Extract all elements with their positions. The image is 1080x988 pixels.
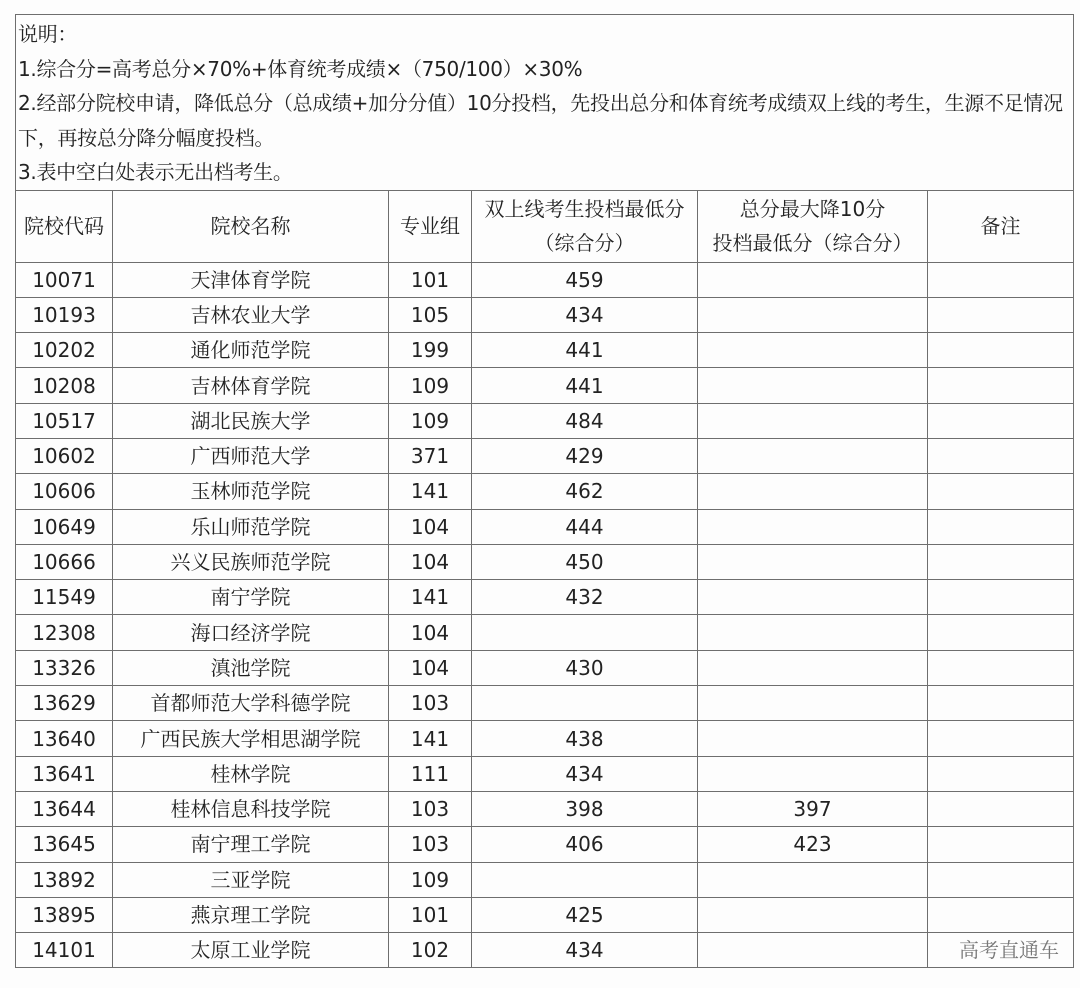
remark-cell [928, 650, 1074, 685]
dual-line-score-cell: 484 [472, 403, 698, 438]
dual-line-score-cell: 406 [472, 827, 698, 862]
major-group-cell: 111 [389, 756, 472, 791]
notes-title: 说明： [18, 22, 78, 46]
note-line-3: 3.表中空白处表示无出档考生。 [18, 160, 293, 184]
remark-cell [928, 686, 1074, 721]
table-row [16, 862, 1074, 897]
school-code-cell: 10649 [16, 509, 113, 544]
dual-line-score-cell [472, 862, 698, 897]
school-code-cell: 14101 [16, 933, 113, 968]
remark-cell [928, 262, 1074, 297]
reduced-score-cell [698, 474, 928, 509]
school-name-cell: 三亚学院 [113, 862, 389, 897]
major-group-cell: 101 [389, 897, 472, 932]
major-group-cell: 109 [389, 862, 472, 897]
table-row [16, 756, 1074, 791]
reduced-score-cell [698, 509, 928, 544]
school-name-cell: 吉林农业大学 [113, 297, 389, 332]
school-code-cell: 10193 [16, 297, 113, 332]
school-code-cell: 10666 [16, 544, 113, 579]
dual-line-score-cell: 438 [472, 721, 698, 756]
watermark-text: 高考直通车 [928, 933, 1074, 968]
school-name-cell: 桂林学院 [113, 756, 389, 791]
school-code-cell: 13644 [16, 791, 113, 826]
school-code-cell: 13640 [16, 721, 113, 756]
admission-score-table [15, 14, 1074, 968]
major-group-cell: 101 [389, 262, 472, 297]
reduced-score-cell [698, 897, 928, 932]
note-line-2: 2.经部分院校申请，降低总分（总成绩+加分分值）10分投档，先投出总分和体育统考成绩双上线的考生，生源不足情况下，再按总分降分幅度投档。 [18, 91, 1063, 150]
reduced-score-cell [698, 615, 928, 650]
header-reduced-min-score [698, 190, 928, 262]
notes-cell [16, 15, 1074, 191]
reduced-score-cell [698, 438, 928, 473]
remark-cell [928, 791, 1074, 826]
school-name-cell: 太原工业学院 [113, 933, 389, 968]
table-row [16, 544, 1074, 579]
remark-cell [928, 509, 1074, 544]
school-name-cell: 广西师范大学 [113, 438, 389, 473]
school-code-cell: 10602 [16, 438, 113, 473]
dual-line-score-cell: 429 [472, 438, 698, 473]
school-name-cell: 通化师范学院 [113, 333, 389, 368]
table-row [16, 827, 1074, 862]
remark-cell [928, 438, 1074, 473]
major-group-cell: 141 [389, 474, 472, 509]
reduced-score-cell [698, 933, 928, 968]
reduced-score-cell [698, 756, 928, 791]
reduced-score-cell [698, 262, 928, 297]
school-name-cell: 南宁学院 [113, 580, 389, 615]
major-group-cell: 141 [389, 721, 472, 756]
reduced-score-cell [698, 862, 928, 897]
reduced-score-cell [698, 580, 928, 615]
remark-cell [928, 827, 1074, 862]
dual-line-score-cell: 434 [472, 297, 698, 332]
remark-cell [928, 544, 1074, 579]
table-row [16, 686, 1074, 721]
reduced-score-cell [698, 368, 928, 403]
school-name-cell: 海口经济学院 [113, 615, 389, 650]
major-group-cell: 371 [389, 438, 472, 473]
school-code-cell: 10208 [16, 368, 113, 403]
school-code-cell: 13645 [16, 827, 113, 862]
table-row [16, 333, 1074, 368]
reduced-score-cell [698, 544, 928, 579]
school-code-cell: 13641 [16, 756, 113, 791]
reduced-score-cell [698, 333, 928, 368]
school-name-cell: 玉林师范学院 [113, 474, 389, 509]
dual-line-score-cell: 459 [472, 262, 698, 297]
major-group-cell: 104 [389, 544, 472, 579]
school-name-cell: 燕京理工学院 [113, 897, 389, 932]
dual-line-score-cell: 425 [472, 897, 698, 932]
table-row [16, 791, 1074, 826]
school-name-cell: 南宁理工学院 [113, 827, 389, 862]
major-group-cell: 109 [389, 368, 472, 403]
major-group-cell: 102 [389, 933, 472, 968]
dual-line-score-cell: 441 [472, 368, 698, 403]
major-group-cell: 104 [389, 615, 472, 650]
reduced-score-cell: 397 [698, 791, 928, 826]
reduced-score-cell [698, 403, 928, 438]
table-row [16, 650, 1074, 685]
reduced-score-cell: 423 [698, 827, 928, 862]
dual-line-score-cell: 430 [472, 650, 698, 685]
table-row [16, 474, 1074, 509]
school-code-cell: 10606 [16, 474, 113, 509]
table-row [16, 615, 1074, 650]
school-code-cell: 13326 [16, 650, 113, 685]
note-line-1: 1.综合分=高考总分×70%+体育统考成绩×（750/100）×30% [18, 56, 583, 81]
school-name-cell: 广西民族大学相思湖学院 [113, 721, 389, 756]
table-row [16, 403, 1074, 438]
remark-cell [928, 368, 1074, 403]
school-name-cell: 吉林体育学院 [113, 368, 389, 403]
header-remark: 备注 [928, 190, 1074, 262]
dual-line-score-cell: 434 [472, 756, 698, 791]
dual-line-score-cell: 398 [472, 791, 698, 826]
remark-cell [928, 474, 1074, 509]
reduced-score-cell [698, 650, 928, 685]
remark-cell [928, 333, 1074, 368]
dual-line-score-cell: 441 [472, 333, 698, 368]
school-name-cell: 湖北民族大学 [113, 403, 389, 438]
major-group-cell: 105 [389, 297, 472, 332]
school-name-cell: 兴义民族师范学院 [113, 544, 389, 579]
remark-cell [928, 297, 1074, 332]
table-row [16, 509, 1074, 544]
reduced-score-cell [698, 297, 928, 332]
school-code-cell: 10202 [16, 333, 113, 368]
school-name-cell: 桂林信息科技学院 [113, 791, 389, 826]
school-code-cell: 10517 [16, 403, 113, 438]
school-name-cell: 天津体育学院 [113, 262, 389, 297]
table-row [16, 262, 1074, 297]
header-reduced-text-2: 投档最低分（综合分） [712, 230, 913, 255]
header-school-name: 院校名称 [113, 190, 389, 262]
remark-cell [928, 756, 1074, 791]
dual-line-score-cell [472, 615, 698, 650]
major-group-cell: 141 [389, 580, 472, 615]
reduced-score-cell [698, 686, 928, 721]
table-row [16, 297, 1074, 332]
header-dual-line-text-1: 双上线考生投档最低分 [484, 196, 685, 221]
school-code-cell: 11549 [16, 580, 113, 615]
table-row [16, 438, 1074, 473]
remark-cell [928, 897, 1074, 932]
major-group-cell: 103 [389, 827, 472, 862]
table-row [16, 933, 1074, 968]
table-row [16, 897, 1074, 932]
school-name-cell: 首都师范大学科德学院 [113, 686, 389, 721]
school-name-cell: 乐山师范学院 [113, 509, 389, 544]
major-group-cell: 199 [389, 333, 472, 368]
table-row [16, 721, 1074, 756]
school-code-cell: 13629 [16, 686, 113, 721]
major-group-cell: 103 [389, 686, 472, 721]
major-group-cell: 109 [389, 403, 472, 438]
school-code-cell: 12308 [16, 615, 113, 650]
school-code-cell: 13892 [16, 862, 113, 897]
school-code-cell: 13895 [16, 897, 113, 932]
major-group-cell: 103 [389, 791, 472, 826]
remark-cell [928, 721, 1074, 756]
table-row [16, 580, 1074, 615]
header-row [16, 190, 1074, 262]
school-name-cell: 滇池学院 [113, 650, 389, 685]
header-major-group: 专业组 [389, 190, 472, 262]
dual-line-score-cell: 432 [472, 580, 698, 615]
reduced-score-cell [698, 721, 928, 756]
header-dual-line-text-2: （综合分） [534, 230, 635, 255]
dual-line-score-cell: 434 [472, 933, 698, 968]
header-school-code: 院校代码 [16, 190, 113, 262]
dual-line-score-cell: 444 [472, 509, 698, 544]
remark-cell [928, 862, 1074, 897]
dual-line-score-cell: 450 [472, 544, 698, 579]
dual-line-score-cell [472, 686, 698, 721]
school-code-cell: 10071 [16, 262, 113, 297]
remark-cell [928, 615, 1074, 650]
dual-line-score-cell: 462 [472, 474, 698, 509]
major-group-cell: 104 [389, 650, 472, 685]
table-row [16, 368, 1074, 403]
header-dual-line-min-score [472, 190, 698, 262]
notes-row [16, 15, 1074, 191]
remark-cell [928, 403, 1074, 438]
major-group-cell: 104 [389, 509, 472, 544]
remark-cell [928, 580, 1074, 615]
header-reduced-text-1: 总分最大降10分 [739, 196, 886, 221]
